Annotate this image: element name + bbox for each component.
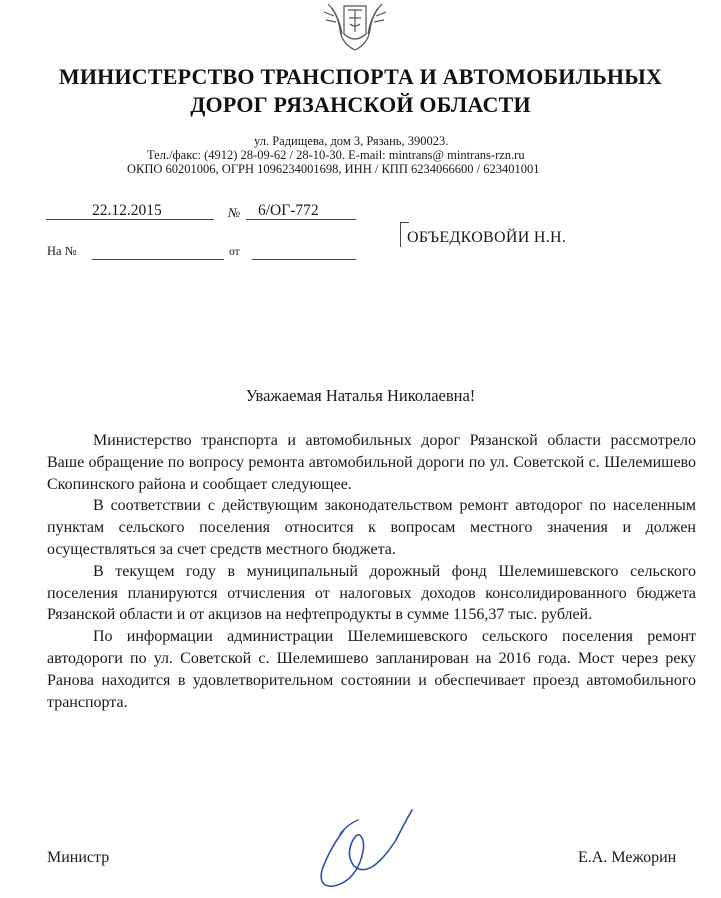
signer-position: Министр — [47, 849, 110, 866]
org-name-line2: ДОРОГ РЯЗАНСКОЙ ОБЛАСТИ — [190, 92, 531, 117]
letter-body — [47, 430, 696, 713]
outgoing-number: 6/ОГ-772 — [258, 202, 319, 219]
number-label: № — [228, 205, 241, 220]
from-label: от — [229, 246, 240, 258]
reply-date-line — [252, 259, 356, 260]
reply-number-line — [92, 259, 224, 260]
org-address: ул. Радищева, дом 3, Рязань, 390023. — [254, 134, 449, 148]
body-paragraph: В соответствии с действующим законодательством ремонт автодорог по населенным пунктам сельского поселения относится к вопросам местного значения и должен осуществляться за счет средств местного бюджета. — [47, 497, 696, 558]
handwritten-signature — [300, 790, 420, 898]
org-identifiers: ОКПО 60201006, ОГРН 1096234001698, ИНН / КПП 6234066600 / 623401001 — [127, 162, 540, 176]
org-phone-email: Тел./факс: (4912) 28-09-62 / 28-10-30. E-mail: mintrans@ mintrans-rzn.ru — [147, 148, 525, 162]
org-name-line1: МИНИСТЕРСТВО ТРАНСПОРТА И АВТОМОБИЛЬНЫХ — [58, 64, 663, 89]
body-paragraph: В текущем году в муниципальный дорожный фонд Шелемишевского сельского поселения планируются отчисления от налоговых доходов консолидированного бюджета Рязанской области и от акцизов на нефтепродукты в сумме 1156,37 тыс. рублей. — [47, 562, 696, 624]
coat-of-arms-icon — [318, 0, 392, 52]
signer-name: Е.А. Межорин — [578, 849, 677, 866]
recipient-name: ОБЪЕДКОВОЙИ Н.Н. — [407, 229, 567, 246]
body-paragraph: По информации администрации Шелемишевского сельского поселения ремонт автодороги по ул. Советской с. Шелемишево запланирован на 2016 года. Мост через реку Ранова находится в удовлетворительном состоянии и обеспечивает проезд автомобильного транспорта. — [47, 628, 696, 711]
reply-to-label: На № — [47, 244, 77, 258]
outgoing-date: 22.12.2015 — [92, 202, 162, 219]
salutation: Уважаемая Наталья Николаевна! — [245, 386, 476, 405]
body-paragraph: Министерство транспорта и автомобильных дорог Рязанской области рассмотрело Ваше обращение по вопросу ремонта автомобильной дороги по ул. Советской с. Шелемишево Скопинского района и сообщает следующее. — [47, 432, 696, 493]
